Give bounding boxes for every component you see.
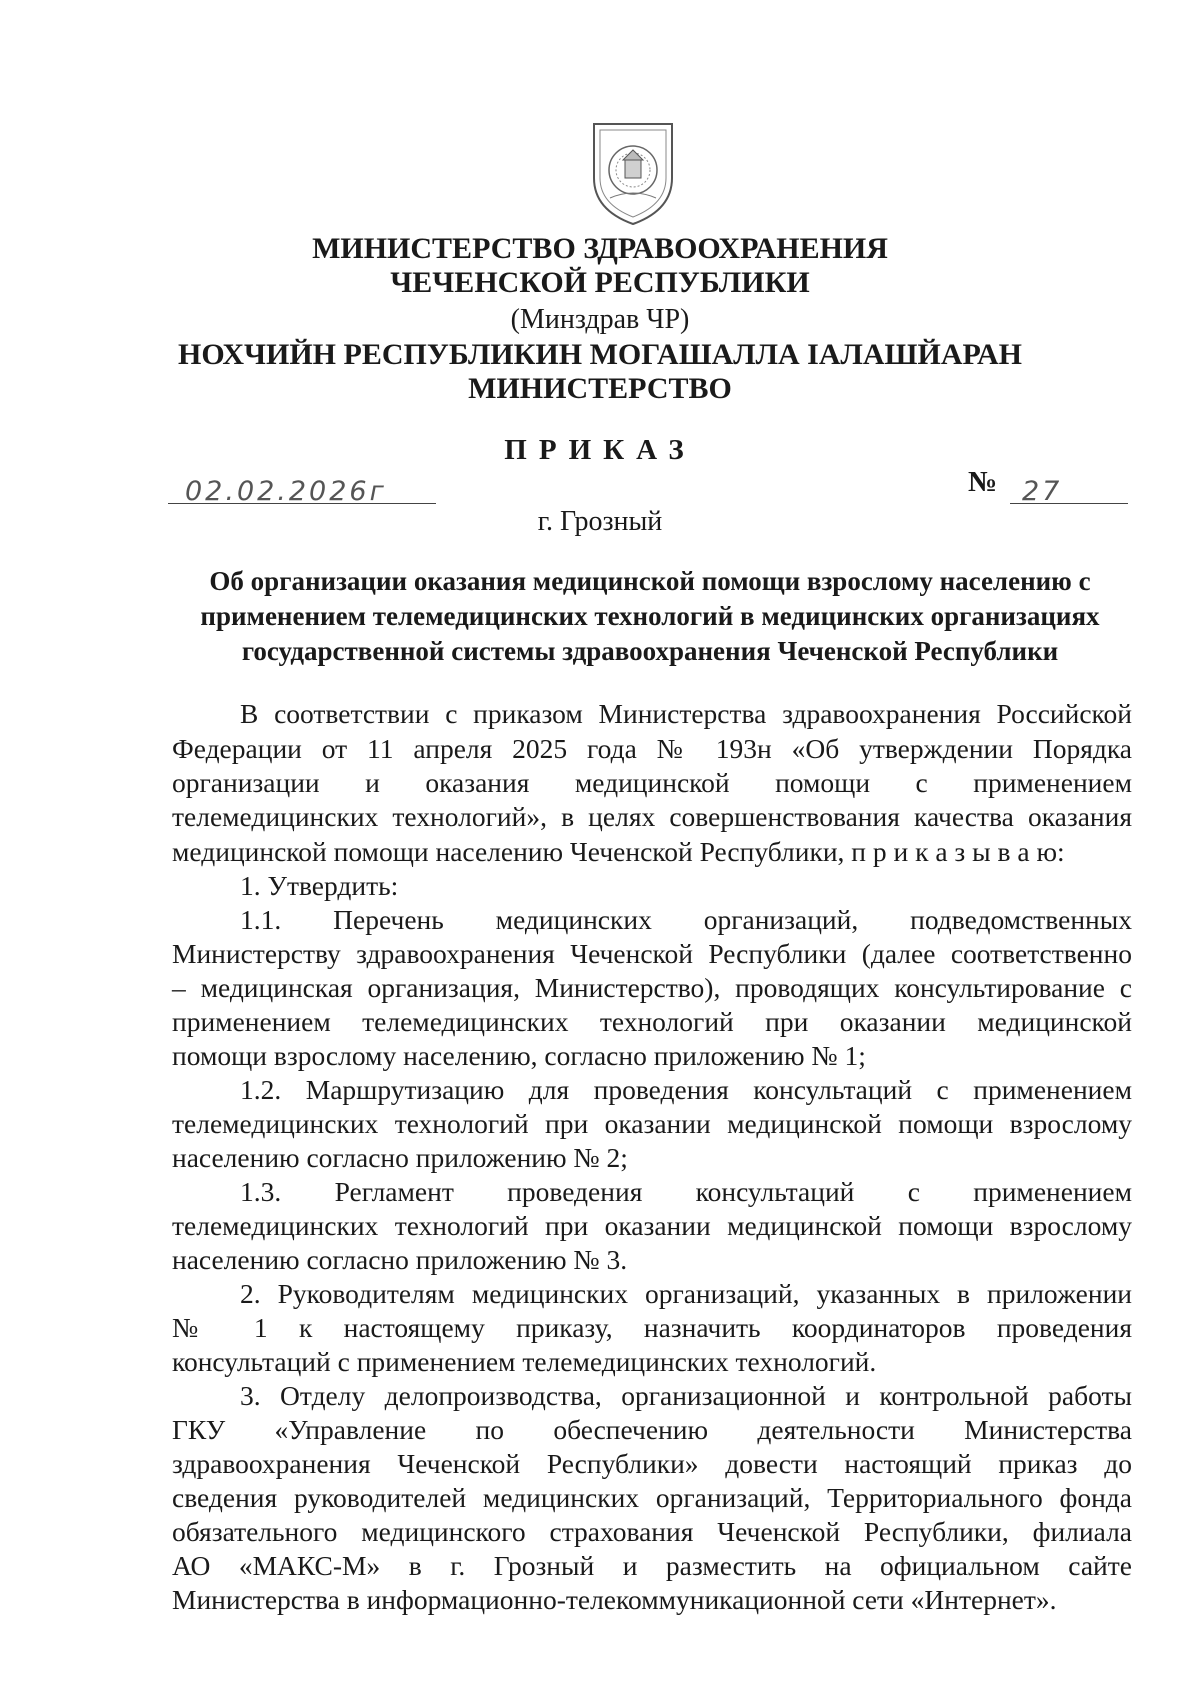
preamble-line: организации и оказания медицинской помощи с применением: [172, 767, 1132, 798]
clause-3-line: сведения руководителей медицинских организаций, Территориального фонда: [172, 1482, 1132, 1513]
clause-3-line: ГКУ «Управление по обеспечению деятельности Министерства: [172, 1414, 1132, 1445]
preamble-line: телемедицинских технологий», в целях совершенствования качества оказания: [172, 801, 1132, 832]
subject-line-1: Об организации оказания медицинской помощи взрослому населению с: [209, 566, 1091, 596]
number-sign: №: [968, 466, 998, 498]
preamble-line: Федерации от 11 апреля 2025 года № 193н «Об утверждении Порядка: [172, 733, 1132, 764]
clause-1-3-line: 1.3. Регламент проведения консультаций с применением: [240, 1176, 1132, 1207]
clause-1-2-line: телемедицинских технологий при оказании медицинской помощи взрослому: [172, 1108, 1132, 1139]
order-date-handwritten: 02.02.2026г: [185, 476, 387, 507]
clause-1-1-line: – медицинская организация, Министерство), проводящих консультирование с: [172, 972, 1132, 1003]
clause-1-1-line: помощи взрослому населению, согласно приложению № 1;: [172, 1040, 866, 1071]
ministry-name-ru-line-2: ЧЕЧЕНСКОЙ РЕСПУБЛИКИ: [390, 266, 810, 299]
ministry-name-ce-line-1: НОХЧИЙН РЕСПУБЛИКИН МОГАШАЛЛА IАЛАШЙАРАН: [178, 338, 1022, 371]
date-underline: [168, 503, 436, 504]
clause-1-heading: 1. Утвердить:: [240, 870, 399, 901]
preamble-line: В соответствии с приказом Министерства здравоохранения Российской: [240, 698, 1132, 729]
clause-3-line: Министерства в информационно-телекоммуникационной сети «Интернет».: [172, 1584, 1057, 1615]
document-type-title: ПРИКАЗ: [504, 434, 696, 466]
preamble-line: медицинской помощи населению Чеченской Республики, п р и к а з ы в а ю:: [172, 836, 1065, 867]
ministry-short-name: (Минздрав ЧР): [510, 304, 690, 335]
number-underline: [1010, 503, 1128, 504]
clause-2-line: 2. Руководителям медицинских организаций, указанных в приложении: [240, 1278, 1132, 1309]
clause-1-2-line: населению согласно приложению № 2;: [172, 1142, 628, 1173]
clause-1-1-line: Министерству здравоохранения Чеченской Республики (далее соответственно: [172, 938, 1132, 969]
subject-line-3: государственной системы здравоохранения Чеченской Республики: [241, 636, 1059, 666]
clause-1-3-line: телемедицинских технологий при оказании медицинской помощи взрослому: [172, 1210, 1132, 1241]
order-number-handwritten: 27: [1022, 476, 1063, 507]
clause-3-line: АО «МАКС-М» в г. Грозный и разместить на официальном сайте: [172, 1550, 1132, 1581]
clause-3-line: здравоохранения Чеченской Республики» довести настоящий приказ до: [172, 1448, 1132, 1479]
ministry-name-ru-line-1: МИНИСТЕРСТВО ЗДРАВООХРАНЕНИЯ: [312, 232, 888, 265]
clause-2-line: № 1 к настоящему приказу, назначить координаторов проведения: [172, 1312, 1132, 1343]
clause-3-line: обязательного медицинского страхования Чеченской Республики, филиала: [172, 1516, 1132, 1547]
clause-1-2-line: 1.2. Маршрутизацию для проведения консультаций с применением: [240, 1074, 1132, 1105]
clause-2-line: консультаций с применением телемедицинских технологий.: [172, 1346, 877, 1377]
clause-1-3-line: населению согласно приложению № 3.: [172, 1244, 628, 1275]
clause-3-line: 3. Отделу делопроизводства, организационной и контрольной работы: [240, 1380, 1132, 1411]
coat-of-arms-icon: [588, 118, 678, 228]
clause-1-1-line: 1.1. Перечень медицинских организаций, подведомственных: [240, 904, 1132, 935]
subject-line-2: применением телемедицинских технологий в медицинских организациях: [200, 601, 1100, 631]
ministry-name-ce-line-2: МИНИСТЕРСТВО: [468, 372, 732, 405]
city-of-issue: г. Грозный: [537, 506, 663, 537]
clause-1-1-line: применением телемедицинских технологий при оказании медицинской: [172, 1006, 1132, 1037]
